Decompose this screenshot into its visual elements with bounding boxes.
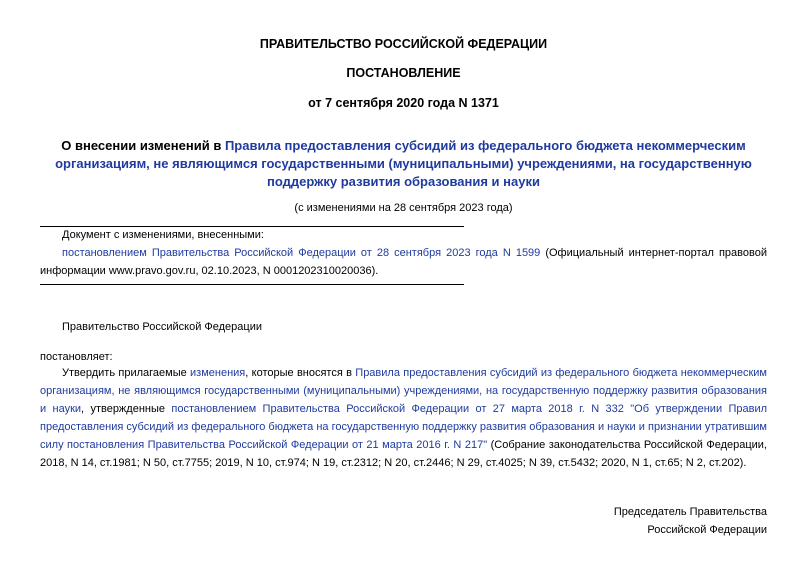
changes-source: (Официальный интернет-портал правовой информации www.pravo.gov.ru, 02.10.2023, N 0001202310020036). [40,247,767,277]
title-rules-link[interactable]: Правила предоставления субсидий из федерального бюджета некоммерческим организациям, не являющимся государственными (муниципальными) учреждениями, на государственную поддержку развития образования и науки [55,138,752,189]
paragraph-text-4: (Собрание законодательства Российской Федерации, 2018, N 14, ст.1981; N 50, ст.7755; 2019, N 10, ст.974; N 19, ст.2312; N 20, ст.2446; N 29, ст.4025; N 39, ст.5432; 2020, N 1, ст.65; N 2, ст.202). [40,439,767,469]
decree-332-link[interactable]: постановлением Правительства Российской Федерации от 27 марта 2018 г. N 332 "Об утверждении Правил предоставления субсидий из федерального бюджета на государственную поддержку развития образования и науки и признании утратившим силу постановления Правительства Российской Федерации от 21 марта 2016 г. N 217" [40,403,768,451]
resolution-paragraph [40,364,767,472]
document-type: ПОСТАНОВЛЕНИЕ [346,66,461,80]
government-heading: ПРАВИТЕЛЬСТВО РОССИЙСКОЙ ФЕДЕРАЦИИ [259,37,548,51]
issuer-text: Правительство Российской Федерации [62,321,262,333]
signature-org: Российской Федерации [647,524,767,536]
document-title [40,137,767,191]
changes-intro: Документ с изменениями, внесенными: [62,229,264,241]
resolves-text: постановляет: [40,351,113,363]
changes-link[interactable]: изменения [190,367,246,379]
amendment-link-2023[interactable]: постановлением Правительства Российской Федерации от 28 сентября 2023 года N 1599 [62,247,541,259]
document-date-number: от 7 сентября 2020 года N 1371 [308,96,499,110]
paragraph-text-3: , утвержденные [81,403,172,415]
signature-title: Председатель Правительства [613,506,767,518]
edition-note: (с изменениями на 28 сентября 2023 года) [294,202,513,214]
title-prefix: О внесении изменений в [61,138,225,153]
changes-bottom-rule [40,284,464,285]
paragraph-text-2: , которые вносятся в [245,367,356,379]
changes-text [40,244,767,280]
rules-link[interactable]: Правила предоставления субсидий из федерального бюджета некоммерческим организациям, не являющимся государственными (муниципальными) учреждениями, на государственную поддержку развития образования и науки [40,367,767,415]
paragraph-text-1: Утвердить прилагаемые [62,367,191,379]
